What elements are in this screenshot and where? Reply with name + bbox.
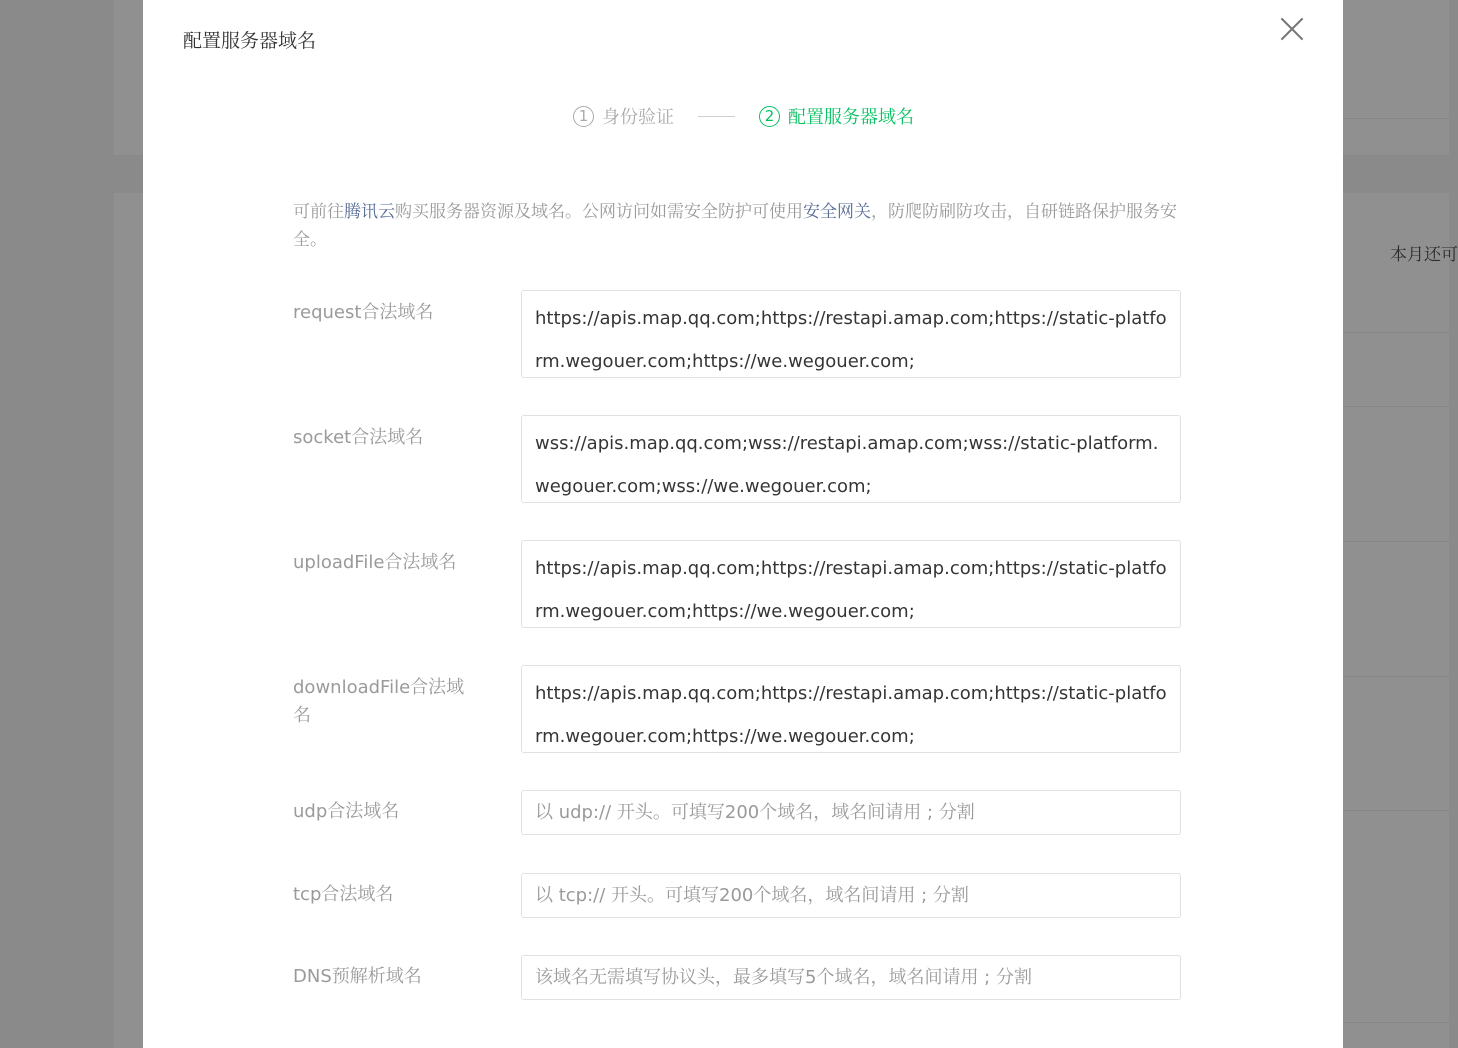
request-domain-label: request合法域名	[293, 302, 434, 323]
intro-text-part: 可前往	[293, 202, 344, 222]
socket-domain-label: socket合法域名	[293, 427, 424, 448]
udp-domain-label: udp合法域名	[293, 801, 400, 822]
step-number-2: 2	[759, 106, 780, 127]
background-divider	[1343, 406, 1449, 407]
background-divider	[1343, 810, 1449, 811]
background-divider	[1343, 332, 1449, 333]
dialog-title: 配置服务器域名	[183, 30, 317, 52]
step-label: 配置服务器域名	[788, 107, 914, 128]
tencent-cloud-link[interactable]: 腾讯云	[344, 202, 395, 222]
dns-prefetch-domain-input[interactable]: 该域名无需填写协议头，最多填写5个域名，域名间请用 ; 分割	[521, 955, 1181, 1000]
downloadfile-domain-label: downloadFile合法域名	[293, 677, 465, 726]
intro-text-part: ，防爬防刷防攻击，自研链路保护服务安全。	[293, 202, 1177, 250]
security-gateway-link[interactable]: 安全网关	[803, 202, 871, 222]
background-divider	[1343, 541, 1449, 542]
step-indicator	[573, 103, 914, 129]
request-domain-textarea[interactable]: https://apis.map.qq.com;https://restapi.amap.com;https://static-platform.wegouer.com;https://we.wegouer.com;	[521, 290, 1181, 378]
close-icon[interactable]	[1277, 14, 1307, 44]
background-quota-text: 本月还可	[1390, 245, 1458, 265]
uploadfile-domain-textarea[interactable]: https://apis.map.qq.com;https://restapi.amap.com;https://static-platform.wegouer.com;https://we.wegouer.com;	[521, 540, 1181, 628]
step-connector	[698, 116, 735, 117]
tcp-domain-label: tcp合法域名	[293, 884, 394, 905]
socket-domain-textarea[interactable]: wss://apis.map.qq.com;wss://restapi.amap.com;wss://static-platform.wegouer.com;wss://we.wegouer.com;	[521, 415, 1181, 503]
step-label: 身份验证	[602, 107, 674, 128]
intro-text-part: 购买服务器资源及域名。公网访问如需安全防护可使用	[395, 202, 803, 222]
intro-text	[293, 198, 1193, 254]
background-divider	[1343, 1022, 1449, 1023]
configure-domain-dialog	[143, 0, 1343, 1048]
tcp-domain-input[interactable]: 以 tcp:// 开头。可填写200个域名，域名间请用 ; 分割	[521, 873, 1181, 918]
uploadfile-domain-label: uploadFile合法域名	[293, 552, 457, 573]
background-divider	[1343, 118, 1449, 119]
downloadfile-domain-textarea[interactable]: https://apis.map.qq.com;https://restapi.amap.com;https://static-platform.wegouer.com;https://we.wegouer.com;	[521, 665, 1181, 753]
step-number-1: 1	[573, 106, 594, 127]
udp-domain-input[interactable]: 以 udp:// 开头。可填写200个域名，域名间请用 ; 分割	[521, 790, 1181, 835]
dns-prefetch-domain-label: DNS预解析域名	[293, 966, 422, 987]
background-divider	[1343, 676, 1449, 677]
step-identity-verification	[573, 103, 674, 129]
step-configure-domain	[759, 103, 914, 129]
